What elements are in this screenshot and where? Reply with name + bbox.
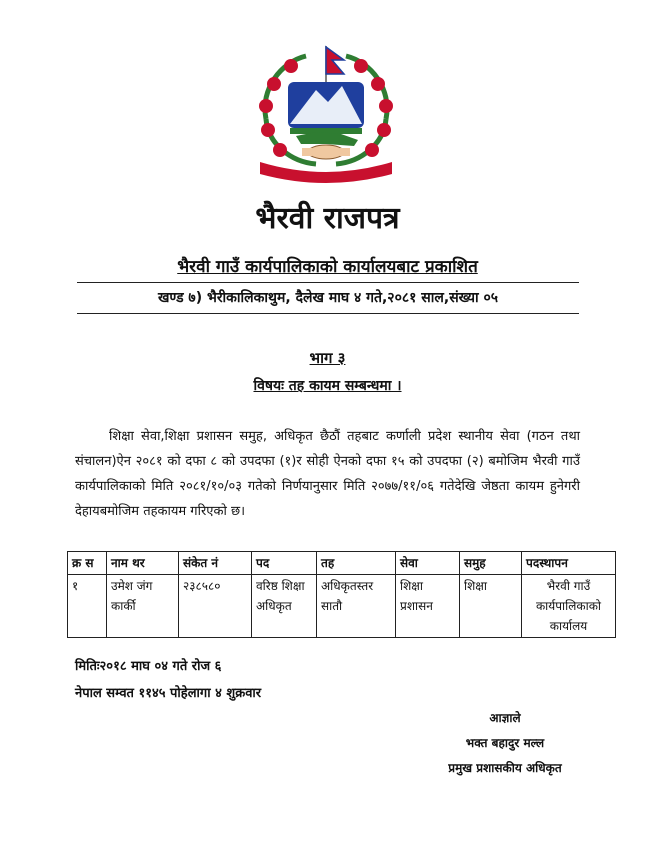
mountain-icon xyxy=(288,82,364,134)
signature-block xyxy=(410,706,600,781)
motto-ribbon xyxy=(260,162,392,183)
subject-heading: विषयः तह कायम सम्बन्धमा । xyxy=(253,378,402,394)
body-paragraph: शिक्षा सेवा,शिक्षा प्रशासन समुह, अधिकृत छैठौं तहबाट कर्णाली प्रदेश स्थानीय सेवा (गठन तथा संचालन)ऐन २०८१ को दफा ८ को उपदफा (१)र सोही ऐनको दफा १५ को उपदफा (२) बमोजिम भैरवी गाउँ कार्यपालिकाको मिति २०८१/१०/०३ गतेको निर्णयानुसार मिति २०७७/११/०६ गतेदेखि जेष्ठता कायम हुनेगरी देहायबमोजिम तहकायम गरिएको छ। xyxy=(75,429,580,519)
table-cell: १ xyxy=(68,575,107,638)
publisher-subtitle: भैरवी गाउँ कार्यपालिकाको कार्यालयबाट प्रकाशित xyxy=(177,257,478,277)
column-header: पदस्थापन xyxy=(522,552,616,575)
table-cell: शिक्षा xyxy=(460,575,522,638)
nepal-map-icon xyxy=(296,132,358,146)
table-cell: शिक्षा प्रशासन xyxy=(396,575,460,638)
table-cell: वरिष्ठ शिक्षा अधिकृत xyxy=(252,575,317,638)
column-header: नाम थर xyxy=(107,552,179,575)
column-header: तह xyxy=(317,552,396,575)
column-header: पद xyxy=(252,552,317,575)
divider-top xyxy=(77,282,579,283)
nepal-flag-icon xyxy=(326,46,344,84)
column-header: क्र स xyxy=(68,552,107,575)
date-line: मितिः२०१८ माघ ०४ गते रोज ६ xyxy=(75,659,222,674)
seniority-table xyxy=(67,551,616,638)
column-header: सेवा xyxy=(396,552,460,575)
nepal-sambat-line: नेपाल सम्वत ११४५ पोहेलागा ४ शुक्रवार xyxy=(75,686,262,701)
signatory-name: भक्त बहादुर मल्ल xyxy=(465,736,545,750)
table-cell: भैरवी गाउँ कार्यपालिकाको कार्यालय xyxy=(522,575,616,638)
signatory-designation: प्रमुख प्रशासकीय अधिकृत xyxy=(448,761,562,775)
gazette-title: भैरवी राजपत्र xyxy=(255,201,400,236)
table-cell: अधिकृतस्तर सातौ xyxy=(317,575,396,638)
table-cell: उमेश जंग कार्की xyxy=(107,575,179,638)
table-row xyxy=(68,575,616,638)
table-header-row xyxy=(68,552,616,575)
column-header: संकेत नं xyxy=(179,552,252,575)
nepal-coat-of-arms-icon xyxy=(246,44,406,184)
divider-bottom xyxy=(77,313,579,314)
signature-label: आज्ञाले xyxy=(489,711,521,725)
column-header: समुह xyxy=(460,552,522,575)
table-cell: २३८५८० xyxy=(179,575,252,638)
handshake-icon xyxy=(302,145,350,159)
body-text xyxy=(75,424,580,524)
part-heading: भाग ३ xyxy=(309,349,346,367)
edition-line: खण्ड ७) भैरीकालिकाथुम, दैलेख माघ ४ गते,२०८१ साल,संख्या ०५ xyxy=(157,290,499,306)
